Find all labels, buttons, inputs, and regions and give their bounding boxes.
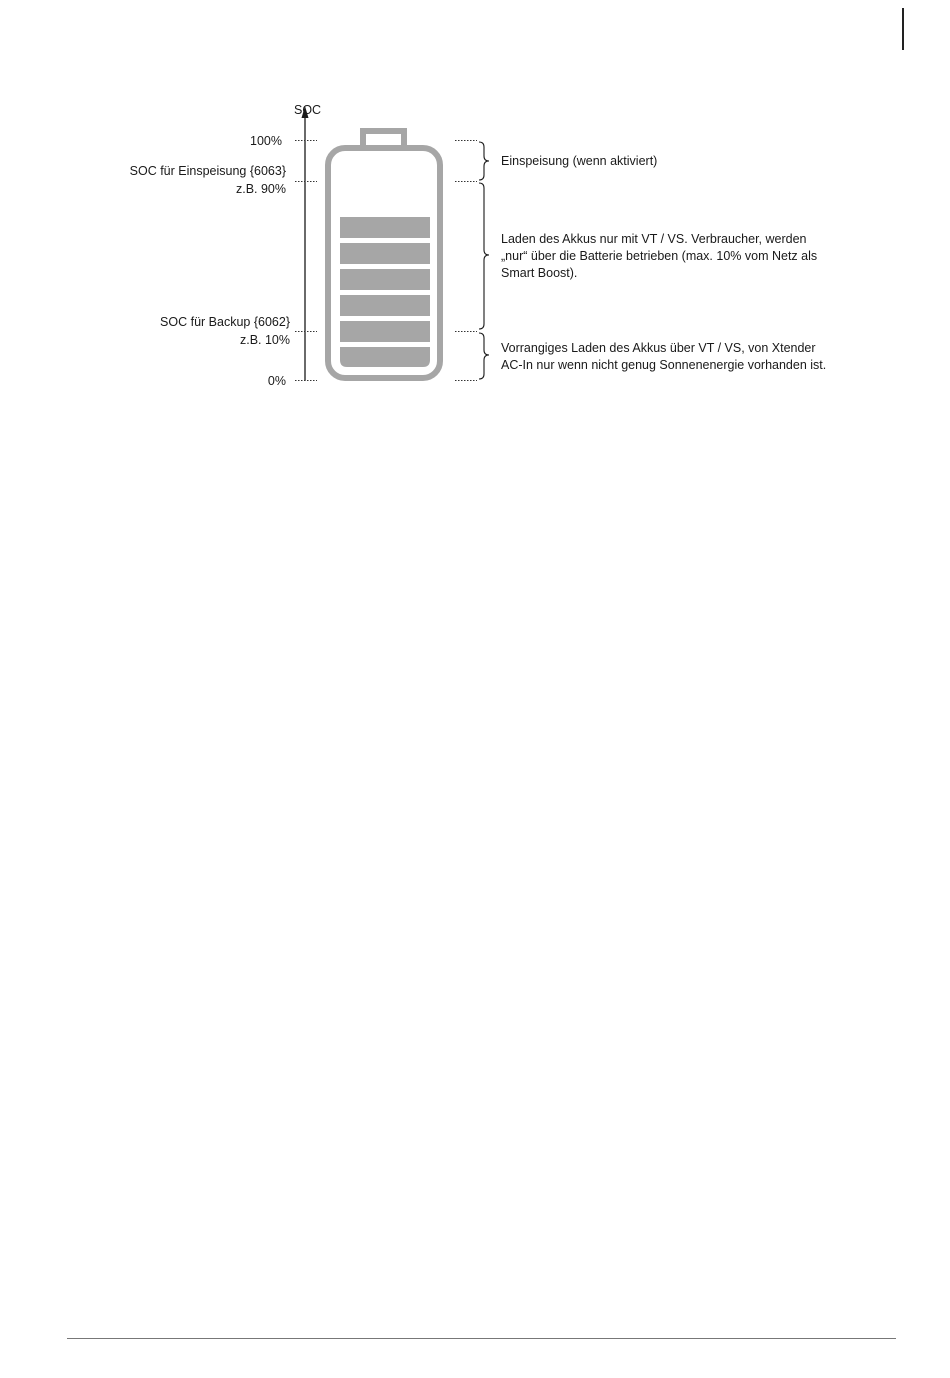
level-feed-in-example: z.B. 90% xyxy=(235,182,286,196)
middle-zone-text-line: Smart Boost). xyxy=(501,266,578,280)
middle-zone-text-line: „nur“ über die Batterie betrieben (max. 10% vom Netz als xyxy=(501,249,818,263)
footer-rule xyxy=(67,1338,896,1339)
brace-backup-zone xyxy=(479,333,489,379)
axis-label: SOC xyxy=(294,103,322,117)
feed-in-zone-text: Einspeisung (wenn aktiviert) xyxy=(501,154,658,168)
battery-segment xyxy=(340,269,430,290)
level-backup-example: z.B. 10% xyxy=(239,333,290,347)
middle-zone-text-line: Laden des Akkus nur mit VT / VS. Verbraucher, werden xyxy=(501,232,807,246)
zone-braces xyxy=(479,142,489,379)
battery-segment xyxy=(340,295,430,316)
level-100-label: 100% xyxy=(250,134,282,148)
level-backup-label: SOC für Backup {6062} xyxy=(160,315,290,329)
battery-segment xyxy=(340,347,430,367)
zone-descriptions xyxy=(501,154,826,372)
battery-segment xyxy=(340,243,430,264)
soc-axis xyxy=(294,103,321,381)
battery-icon xyxy=(328,131,440,378)
soc-diagram xyxy=(0,0,950,420)
battery-segment xyxy=(340,321,430,342)
level-labels xyxy=(130,134,290,388)
right-level-ticks xyxy=(455,141,477,381)
brace-feed-in-zone xyxy=(479,142,489,180)
battery-segment xyxy=(340,217,430,238)
backup-zone-text-line: Vorrangiges Laden des Akkus über VT / VS, von Xtender xyxy=(501,341,816,355)
brace-middle-zone xyxy=(479,183,489,329)
left-level-ticks xyxy=(295,141,317,381)
backup-zone-text-line: AC-In nur wenn nicht genug Sonnenenergie vorhanden ist. xyxy=(501,358,827,372)
level-feed-in-label: SOC für Einspeisung {6063} xyxy=(129,164,286,178)
level-0-label: 0% xyxy=(267,374,286,388)
